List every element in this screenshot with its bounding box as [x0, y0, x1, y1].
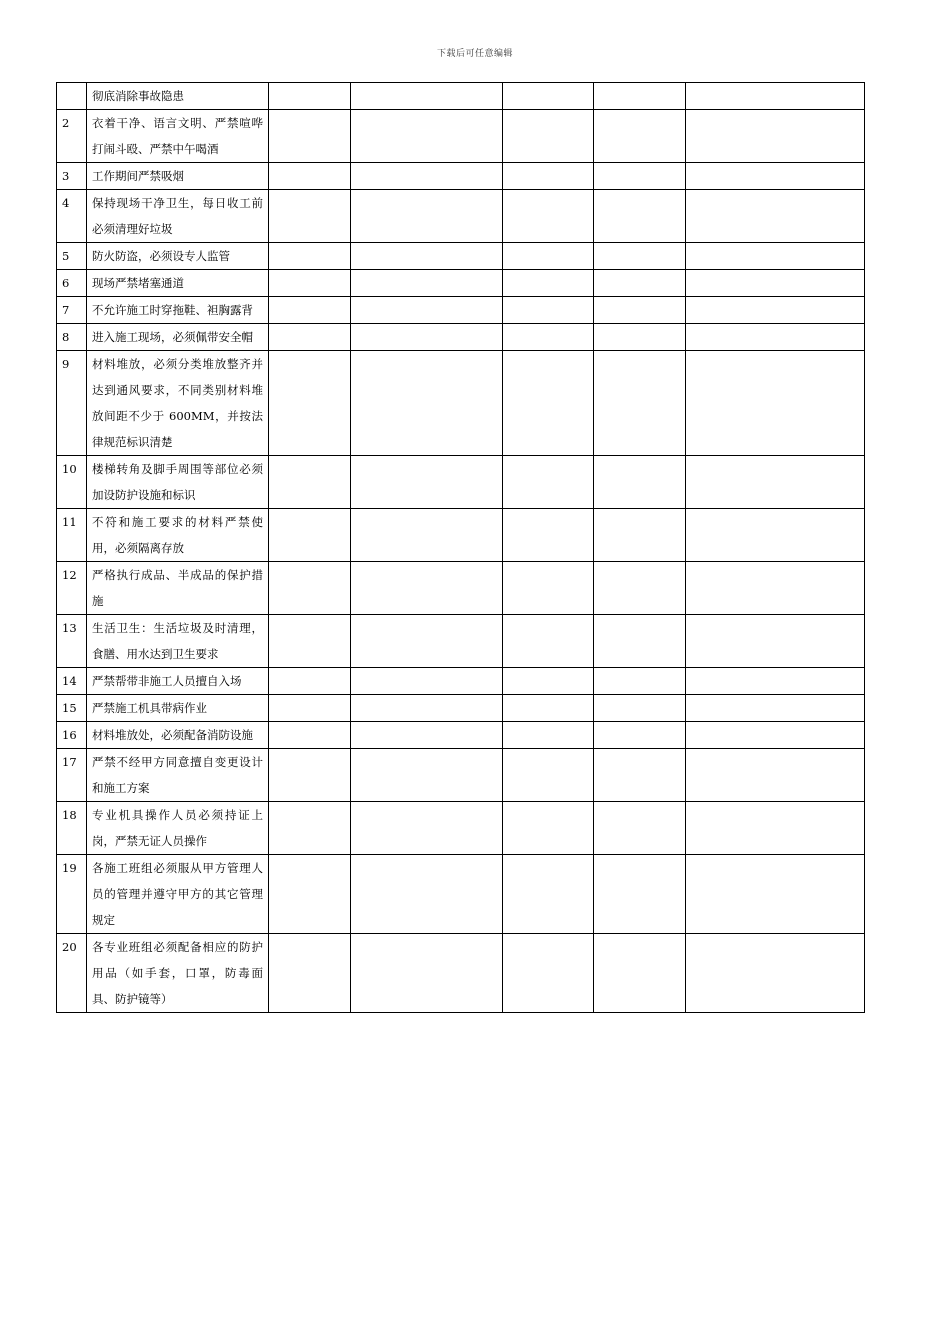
rule-text: 进入施工现场，必须佩带安全帽	[87, 324, 269, 351]
empty-cell	[594, 802, 686, 855]
table-row	[57, 855, 865, 934]
empty-cell	[269, 163, 351, 190]
empty-cell	[686, 324, 865, 351]
rule-text: 不符和施工要求的材料严禁使用，必须隔离存放	[87, 509, 269, 562]
empty-cell	[594, 270, 686, 297]
empty-cell	[269, 668, 351, 695]
table-row	[57, 456, 865, 509]
empty-cell	[686, 83, 865, 110]
row-number: 9	[57, 351, 87, 456]
rule-text: 各专业班组必须配备相应的防护用品（如手套，口罩，防毒面具、防护镜等）	[87, 934, 269, 1013]
table-row	[57, 934, 865, 1013]
empty-cell	[351, 190, 503, 243]
empty-cell	[594, 83, 686, 110]
empty-cell	[503, 456, 594, 509]
empty-cell	[686, 509, 865, 562]
empty-cell	[686, 110, 865, 163]
table-row	[57, 270, 865, 297]
empty-cell	[269, 749, 351, 802]
empty-cell	[686, 855, 865, 934]
table-row	[57, 83, 865, 110]
empty-cell	[594, 722, 686, 749]
empty-cell	[503, 324, 594, 351]
rule-text: 生活卫生：生活垃圾及时清理，食膳、用水达到卫生要求	[87, 615, 269, 668]
empty-cell	[269, 722, 351, 749]
empty-cell	[269, 802, 351, 855]
empty-cell	[503, 110, 594, 163]
empty-cell	[686, 749, 865, 802]
empty-cell	[269, 297, 351, 324]
row-number: 16	[57, 722, 87, 749]
table-row	[57, 190, 865, 243]
row-number: 12	[57, 562, 87, 615]
empty-cell	[686, 722, 865, 749]
empty-cell	[503, 163, 594, 190]
rule-text: 工作期间严禁吸烟	[87, 163, 269, 190]
empty-cell	[269, 83, 351, 110]
table-row	[57, 722, 865, 749]
empty-cell	[503, 190, 594, 243]
empty-cell	[503, 243, 594, 270]
empty-cell	[503, 509, 594, 562]
table-row	[57, 668, 865, 695]
rule-text: 各施工班组必须服从甲方管理人员的管理并遵守甲方的其它管理规定	[87, 855, 269, 934]
empty-cell	[594, 695, 686, 722]
empty-cell	[351, 722, 503, 749]
empty-cell	[503, 855, 594, 934]
rules-table-body	[57, 83, 865, 1013]
empty-cell	[686, 934, 865, 1013]
empty-cell	[351, 934, 503, 1013]
table-row	[57, 562, 865, 615]
empty-cell	[269, 270, 351, 297]
row-number: 4	[57, 190, 87, 243]
empty-cell	[594, 456, 686, 509]
empty-cell	[503, 722, 594, 749]
empty-cell	[351, 351, 503, 456]
empty-cell	[351, 615, 503, 668]
empty-cell	[351, 802, 503, 855]
table-row	[57, 351, 865, 456]
empty-cell	[594, 297, 686, 324]
row-number: 2	[57, 110, 87, 163]
empty-cell	[503, 562, 594, 615]
table-row	[57, 297, 865, 324]
empty-cell	[594, 668, 686, 695]
empty-cell	[594, 509, 686, 562]
empty-cell	[351, 509, 503, 562]
empty-cell	[686, 615, 865, 668]
empty-cell	[503, 695, 594, 722]
rule-text: 严禁帮带非施工人员擅自入场	[87, 668, 269, 695]
empty-cell	[351, 163, 503, 190]
empty-cell	[351, 110, 503, 163]
empty-cell	[686, 695, 865, 722]
empty-cell	[503, 749, 594, 802]
empty-cell	[351, 562, 503, 615]
table-row	[57, 749, 865, 802]
empty-cell	[686, 243, 865, 270]
rule-text: 防火防盗，必须设专人监管	[87, 243, 269, 270]
rule-text: 严禁不经甲方同意擅自变更设计和施工方案	[87, 749, 269, 802]
row-number: 14	[57, 668, 87, 695]
empty-cell	[686, 562, 865, 615]
empty-cell	[594, 243, 686, 270]
table-row	[57, 695, 865, 722]
row-number: 6	[57, 270, 87, 297]
empty-cell	[686, 668, 865, 695]
row-number: 5	[57, 243, 87, 270]
row-number: 17	[57, 749, 87, 802]
rule-text: 彻底消除事故隐患	[87, 83, 269, 110]
empty-cell	[594, 324, 686, 351]
empty-cell	[594, 562, 686, 615]
empty-cell	[594, 934, 686, 1013]
rule-text: 专业机具操作人员必须持证上岗，严禁无证人员操作	[87, 802, 269, 855]
empty-cell	[351, 297, 503, 324]
table-row	[57, 110, 865, 163]
table-row	[57, 243, 865, 270]
empty-cell	[594, 749, 686, 802]
table-row	[57, 163, 865, 190]
empty-cell	[594, 110, 686, 163]
row-number: 7	[57, 297, 87, 324]
table-row	[57, 324, 865, 351]
empty-cell	[686, 351, 865, 456]
empty-cell	[269, 934, 351, 1013]
row-number: 3	[57, 163, 87, 190]
empty-cell	[594, 163, 686, 190]
rule-text: 衣着干净、语言文明、严禁喧哗打闹斗殴、严禁中午喝酒	[87, 110, 269, 163]
empty-cell	[351, 83, 503, 110]
row-number	[57, 83, 87, 110]
empty-cell	[503, 351, 594, 456]
empty-cell	[351, 324, 503, 351]
empty-cell	[351, 243, 503, 270]
empty-cell	[269, 615, 351, 668]
table-row	[57, 509, 865, 562]
row-number: 20	[57, 934, 87, 1013]
empty-cell	[351, 855, 503, 934]
table-row	[57, 615, 865, 668]
empty-cell	[686, 270, 865, 297]
rule-text: 材料堆放处，必须配备消防设施	[87, 722, 269, 749]
empty-cell	[351, 695, 503, 722]
empty-cell	[503, 615, 594, 668]
empty-cell	[594, 190, 686, 243]
empty-cell	[269, 695, 351, 722]
page-header: 下载后可任意编辑	[436, 49, 513, 59]
empty-cell	[503, 802, 594, 855]
empty-cell	[686, 456, 865, 509]
empty-cell	[503, 270, 594, 297]
empty-cell	[269, 190, 351, 243]
empty-cell	[351, 668, 503, 695]
empty-cell	[594, 351, 686, 456]
rule-text: 现场严禁堵塞通道	[87, 270, 269, 297]
rule-text: 严禁施工机具带病作业	[87, 695, 269, 722]
empty-cell	[351, 456, 503, 509]
row-number: 11	[57, 509, 87, 562]
rule-text: 楼梯转角及脚手周围等部位必须加设防护设施和标识	[87, 456, 269, 509]
empty-cell	[686, 190, 865, 243]
empty-cell	[503, 668, 594, 695]
empty-cell	[269, 855, 351, 934]
row-number: 10	[57, 456, 87, 509]
empty-cell	[269, 110, 351, 163]
empty-cell	[503, 297, 594, 324]
empty-cell	[594, 615, 686, 668]
empty-cell	[269, 351, 351, 456]
empty-cell	[269, 562, 351, 615]
empty-cell	[686, 297, 865, 324]
empty-cell	[686, 802, 865, 855]
empty-cell	[686, 163, 865, 190]
rule-text: 严格执行成品、半成品的保护措施	[87, 562, 269, 615]
empty-cell	[269, 509, 351, 562]
empty-cell	[503, 83, 594, 110]
empty-cell	[503, 934, 594, 1013]
rules-table	[56, 82, 865, 1013]
empty-cell	[269, 324, 351, 351]
row-number: 15	[57, 695, 87, 722]
empty-cell	[594, 855, 686, 934]
row-number: 18	[57, 802, 87, 855]
row-number: 8	[57, 324, 87, 351]
empty-cell	[269, 243, 351, 270]
rule-text: 材料堆放，必须分类堆放整齐并达到通风要求，不同类别材料堆放间距不少于 600MM，并按法律规范标识清楚	[87, 351, 269, 456]
table-row	[57, 802, 865, 855]
empty-cell	[351, 270, 503, 297]
rule-text: 保持现场干净卫生，每日收工前必须清理好垃圾	[87, 190, 269, 243]
row-number: 19	[57, 855, 87, 934]
empty-cell	[351, 749, 503, 802]
empty-cell	[269, 456, 351, 509]
rule-text: 不允许施工时穿拖鞋、袒胸露背	[87, 297, 269, 324]
row-number: 13	[57, 615, 87, 668]
